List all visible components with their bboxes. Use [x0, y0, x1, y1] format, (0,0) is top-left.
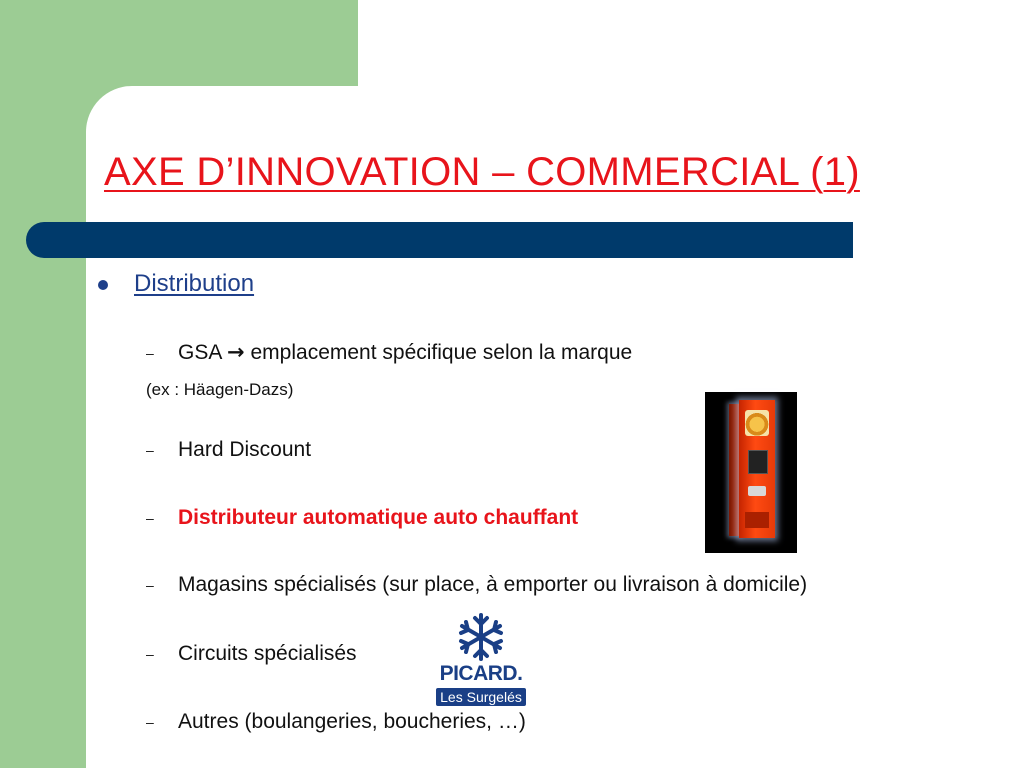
vending-machine-image	[705, 392, 797, 553]
item-text: Autres (boulangeries, boucheries, …)	[178, 710, 526, 733]
arrow-right-icon: →	[227, 340, 245, 364]
list-item-gsa	[146, 340, 632, 365]
item-text: emplacement spécifique selon la marque	[250, 341, 633, 364]
bullet-dot-icon	[98, 280, 108, 290]
control-panel	[748, 450, 768, 474]
list-item-distributeur	[146, 506, 578, 530]
snowflake-icon	[456, 612, 506, 662]
example-note: (ex : Häagen-Dazs)	[146, 380, 294, 399]
dash-icon: –	[146, 646, 154, 663]
dispenser-slot	[748, 486, 766, 496]
item-text-highlight: Distributeur automatique auto chauffant	[178, 506, 579, 529]
picard-brand-name: PICARD.	[439, 662, 523, 685]
picard-logo	[434, 610, 528, 710]
picard-tagline: Les Surgelés	[436, 688, 526, 706]
list-item-circuits	[146, 642, 357, 666]
machine-base	[745, 512, 769, 528]
item-text: GSA	[178, 341, 222, 364]
list-item-hard-discount	[146, 438, 311, 462]
pizza-icon	[745, 410, 769, 436]
item-text: Circuits spécialisés	[178, 642, 357, 665]
dash-icon: –	[146, 345, 154, 362]
title-underline-bar	[26, 222, 853, 258]
dash-icon: –	[146, 714, 154, 731]
list-item-autres	[146, 710, 526, 734]
item-text: Hard Discount	[178, 438, 312, 461]
dash-icon: –	[146, 510, 154, 527]
list-item-magasins	[146, 573, 807, 597]
vending-machine-side	[729, 404, 739, 536]
item-text: Magasins spécialisés (sur place, à emporter ou livraison à domicile)	[178, 573, 808, 596]
slide-title: AXE D’INNOVATION – COMMERCIAL (1)	[104, 150, 860, 194]
bullet-distribution: Distribution	[134, 270, 255, 297]
dash-icon: –	[146, 577, 154, 594]
vending-machine-body	[739, 400, 775, 538]
dash-icon: –	[146, 442, 154, 459]
